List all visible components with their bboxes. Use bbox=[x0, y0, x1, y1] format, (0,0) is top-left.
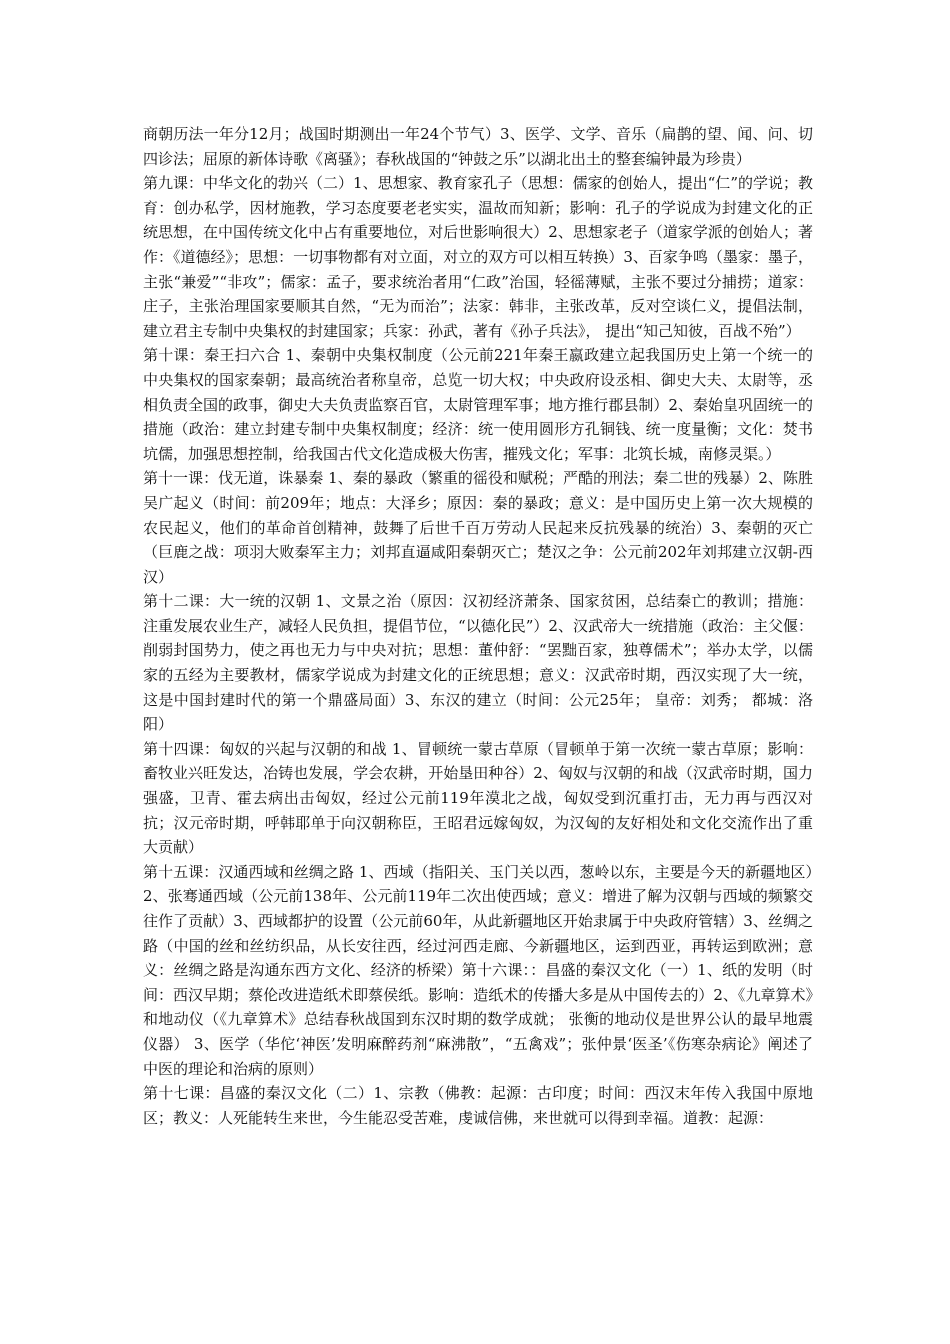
document-body bbox=[143, 122, 813, 1130]
paragraph: 第十四课：匈奴的兴起与汉朝的和战 1、冒顿统一蒙古草原（冒顿单于第一次统一蒙古草原；影响：畜牧业兴旺发达，冶铸也发展，学会农耕，开始垦田种谷）2、匈奴与汉朝的和战（汉武帝时期，国力强盛，卫青、霍去病出击匈奴，经过公元前119年漠北之战，匈奴受到沉重打击，无力再与西汉对抗；汉元帝时期，呼韩耶单于向汉朝称臣，王昭君远嫁匈奴，为汉匈的友好相处和文化交流作出了重大贡献） bbox=[143, 739, 813, 857]
paragraph: 第十五课：汉通西域和丝绸之路 1、西域（指阳关、玉门关以西，葱岭以东，主要是今天的新疆地区）2、张骞通西域（公元前138年、公元前119年二次出使西域；意义：增进了解为汉朝与西域的频繁交往作了贡献）3、西域都护的设置（公元前60年，从此新疆地区开始隶属于中央政府管辖）3、丝绸之路（中国的丝和丝纺织品，从长安往西，经过河西走廊、今新疆地区，运到西亚，再转运到欧洲；意义：丝绸之路是沟通东西方文化、经济的桥梁）第十六课：：昌盛的秦汉文化（一）1、纸的发明（时间：西汉早期；蔡伦改进造纸术即蔡侯纸。影响：造纸术的传播大多是从中国传去的）2、《九章算术》和地动仪（《九章算术》总结春秋战国到东汉时期的数学成就； 张衡的地动仪是世界公认的最早地震仪器） 3、医学（华佗‘神医’发明麻醉药剂“麻沸散”，“五禽戏”；张仲景‘医圣’《伤寒杂病论》阐述了中医的理论和治病的原则） bbox=[143, 862, 813, 1078]
paragraph: 第十一课：伐无道，诛暴秦 1、秦的暴政（繁重的徭役和赋税；严酷的刑法；秦二世的残暴）2、陈胜吴广起义（时间：前209年；地点：大泽乡；原因：秦的暴政；意义：是中国历史上第一次大规模的农民起义，他们的革命首创精神，鼓舞了后世千百万劳动人民起来反抗残暴的统治）3、秦朝的灭亡（巨鹿之战：项羽大败秦军主力；刘邦直逼咸阳秦朝灭亡；楚汉之争：公元前202年刘邦建立汉朝-西汉） bbox=[143, 469, 813, 586]
paragraph: 第十七课：昌盛的秦汉文化（二）1、宗教（佛教：起源：古印度；时间：西汉末年传入我国中原地区；教义：人死能转生来世，今生能忍受苦难，虔诚信佛，来世就可以得到幸福。道教：起源： bbox=[143, 1084, 813, 1127]
paragraph: 第十二课：大一统的汉朝 1、文景之治（原因：汉初经济萧条、国家贫困，总结秦亡的教训；措施：注重发展农业生产，减轻人民负担，提倡节位，“以德化民”）2、汉武帝大一统措施（政治：主父偃：削弱封国势力，使之再也无力与中央对抗；思想：董仲舒：“罢黜百家，独尊儒术”；举办太学，以儒家的五经为主要教材，儒家学说成为封建文化的正统思想；意义：汉武帝时期，西汉实现了大一统，这是中国封建时代的第一个鼎盛局面）3、东汉的建立（时间：公元25年； 皇帝：刘秀； 都城：洛阳） bbox=[143, 592, 813, 734]
paragraph: 第十课：秦王扫六合 1、秦朝中央集权制度（公元前221年秦王嬴政建立起我国历史上第一个统一的中央集权的国家秦朝；最高统治者称皇帝，总览一切大权；中央政府设丞相、御史大夫、太尉等，丞相负责全国的政事，御史大夫负责监察百官，太尉管理军事；地方推行郡县制）2、秦始皇巩固统一的措施（政治：建立封建专制中央集权制度；经济：统一使用圆形方孔铜钱、统一度量衡；文化：焚书坑儒，加强思想控制，给我国古代文化造成极大伤害，摧残文化；军事：北筑长城，南修灵渠。） bbox=[143, 346, 813, 463]
paragraph: 第九课：中华文化的勃兴（二）1、思想家、教育家孔子（思想：儒家的创始人，提出“仁”的学说；教育：创办私学，因材施教，学习态度要老老实实，温故而知新；影响：孔子的学说成为封建文化的正统思想，在中国传统文化中占有重要地位，对后世影响很大）2、思想家老子（道家学派的创始人；著作：《道德经》；思想：一切事物都有对立面，对立的双方可以相互转换）3、百家争鸣（墨家：墨子，主张“兼爱”“非攻”；儒家：孟子，要求统治者用“仁政”治国，轻徭薄赋，主张不要过分捕捞；道家：庄子，主张治理国家要顺其自然，“无为而治”；法家：韩非，主张改革，反对空谈仁义，提倡法制，建立君主专制中央集权的封建国家；兵家：孙武，著有《孙子兵法》， 提出“知己知彼，百战不殆”） bbox=[143, 174, 813, 340]
paragraph: 商朝历法一年分12月；战国时期测出一年24个节气）3、医学、文学、音乐（扁鹊的望、闻、问、切四诊法；屈原的新体诗歌《离骚》；春秋战国的“钟鼓之乐”以湖北出土的整套编钟最为珍贵） bbox=[143, 125, 813, 168]
